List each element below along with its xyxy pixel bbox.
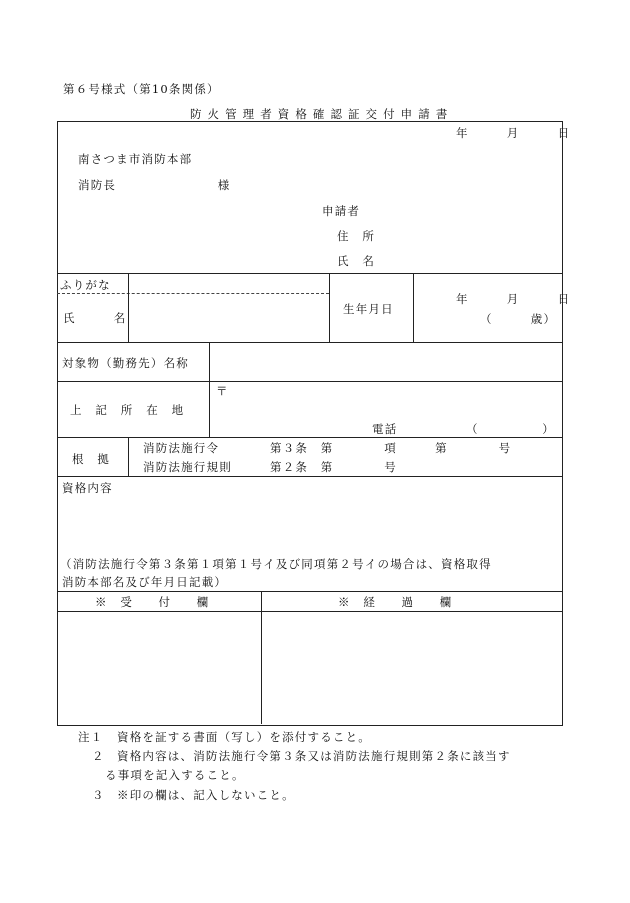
- workplace-name-field[interactable]: [211, 344, 559, 379]
- divider-basis: [57, 476, 562, 477]
- location-label: 上 記 所 在 地: [70, 403, 185, 417]
- phone-parens: （ ）: [466, 422, 555, 436]
- furigana-field[interactable]: [130, 275, 327, 292]
- birthdate-label: 生年月日: [343, 302, 394, 316]
- qualification-field[interactable]: [60, 498, 558, 553]
- col-divider-label: [128, 273, 129, 342]
- applicant-name-field[interactable]: [390, 250, 550, 270]
- header-name-label: 氏 名: [337, 254, 376, 268]
- divider-location: [57, 437, 562, 438]
- note-3-text: ※印の欄は、記入しないこと。: [117, 788, 295, 802]
- qualification-note-1: （消防法施行令第３条第１項第１号イ及び同項第２号イの場合は、資格取得: [60, 557, 492, 571]
- col-divider-birth-right: [413, 273, 414, 342]
- col-divider-office: [261, 591, 262, 724]
- form-number: 第６号様式（第10条関係）: [63, 82, 220, 96]
- name-field[interactable]: [130, 295, 327, 340]
- divider-furigana: [57, 293, 329, 294]
- divider-header: [57, 273, 562, 274]
- note-2-text-1: 資格内容は、消防法施行令第３条又は消防法施行規則第２条に該当す: [117, 749, 511, 763]
- applicant-address-field[interactable]: [390, 225, 550, 245]
- furigana-label: ふりがな: [60, 278, 111, 292]
- phone-field[interactable]: [405, 418, 555, 436]
- col-divider-workplace: [209, 342, 210, 437]
- birthdate-field[interactable]: [415, 275, 559, 340]
- progress-column-header: ※ 経 過 欄: [338, 595, 453, 609]
- location-field[interactable]: [230, 383, 559, 417]
- qualification-note-2: 消防本部名及び年月日記載）: [62, 575, 228, 589]
- phone-label: 電話: [372, 422, 398, 436]
- note-2-number: ２: [92, 749, 105, 763]
- note-2-text-2: る事項を記入すること。: [105, 768, 245, 782]
- divider-applicant: [57, 342, 562, 343]
- col-divider-basis: [128, 437, 129, 476]
- age-value: （ 歳）: [480, 312, 557, 326]
- basis-line-rule: 消防法施行規則 第２条 第 号: [143, 460, 397, 474]
- note-3-number: ３: [92, 788, 105, 802]
- basis-label: 根 拠: [72, 452, 111, 466]
- qualification-label: 資格内容: [62, 481, 113, 495]
- name-label: 氏 名: [63, 311, 127, 325]
- birthdate-value: 年 月 日: [456, 292, 571, 306]
- col-divider-birth-left: [329, 273, 330, 342]
- applicant-label: 申請者: [322, 204, 361, 218]
- divider-workplace-name: [57, 381, 562, 382]
- date-line: 年 月 日: [456, 126, 571, 140]
- divider-office-header: [57, 611, 562, 612]
- page-title: 防 火 管 理 者 資 格 確 認 証 交 付 申 請 書: [190, 107, 449, 121]
- addressee-org: 南さつま市消防本部: [78, 152, 193, 166]
- divider-qualification: [57, 591, 562, 592]
- note-1-text: 資格を証する書面（写し）を添付すること。: [117, 730, 371, 744]
- address-label: 住 所: [337, 229, 376, 243]
- addressee-title: 消防長 様: [78, 178, 231, 192]
- note-1-number: 注１: [78, 730, 104, 744]
- basis-line-order: 消防法施行令 第３条 第 項 第 号: [143, 441, 512, 455]
- workplace-name-label: 対象物（勤務先）名称: [62, 356, 189, 370]
- postal-mark: 〒: [216, 384, 229, 398]
- reception-column-header: ※ 受 付 欄: [95, 595, 210, 609]
